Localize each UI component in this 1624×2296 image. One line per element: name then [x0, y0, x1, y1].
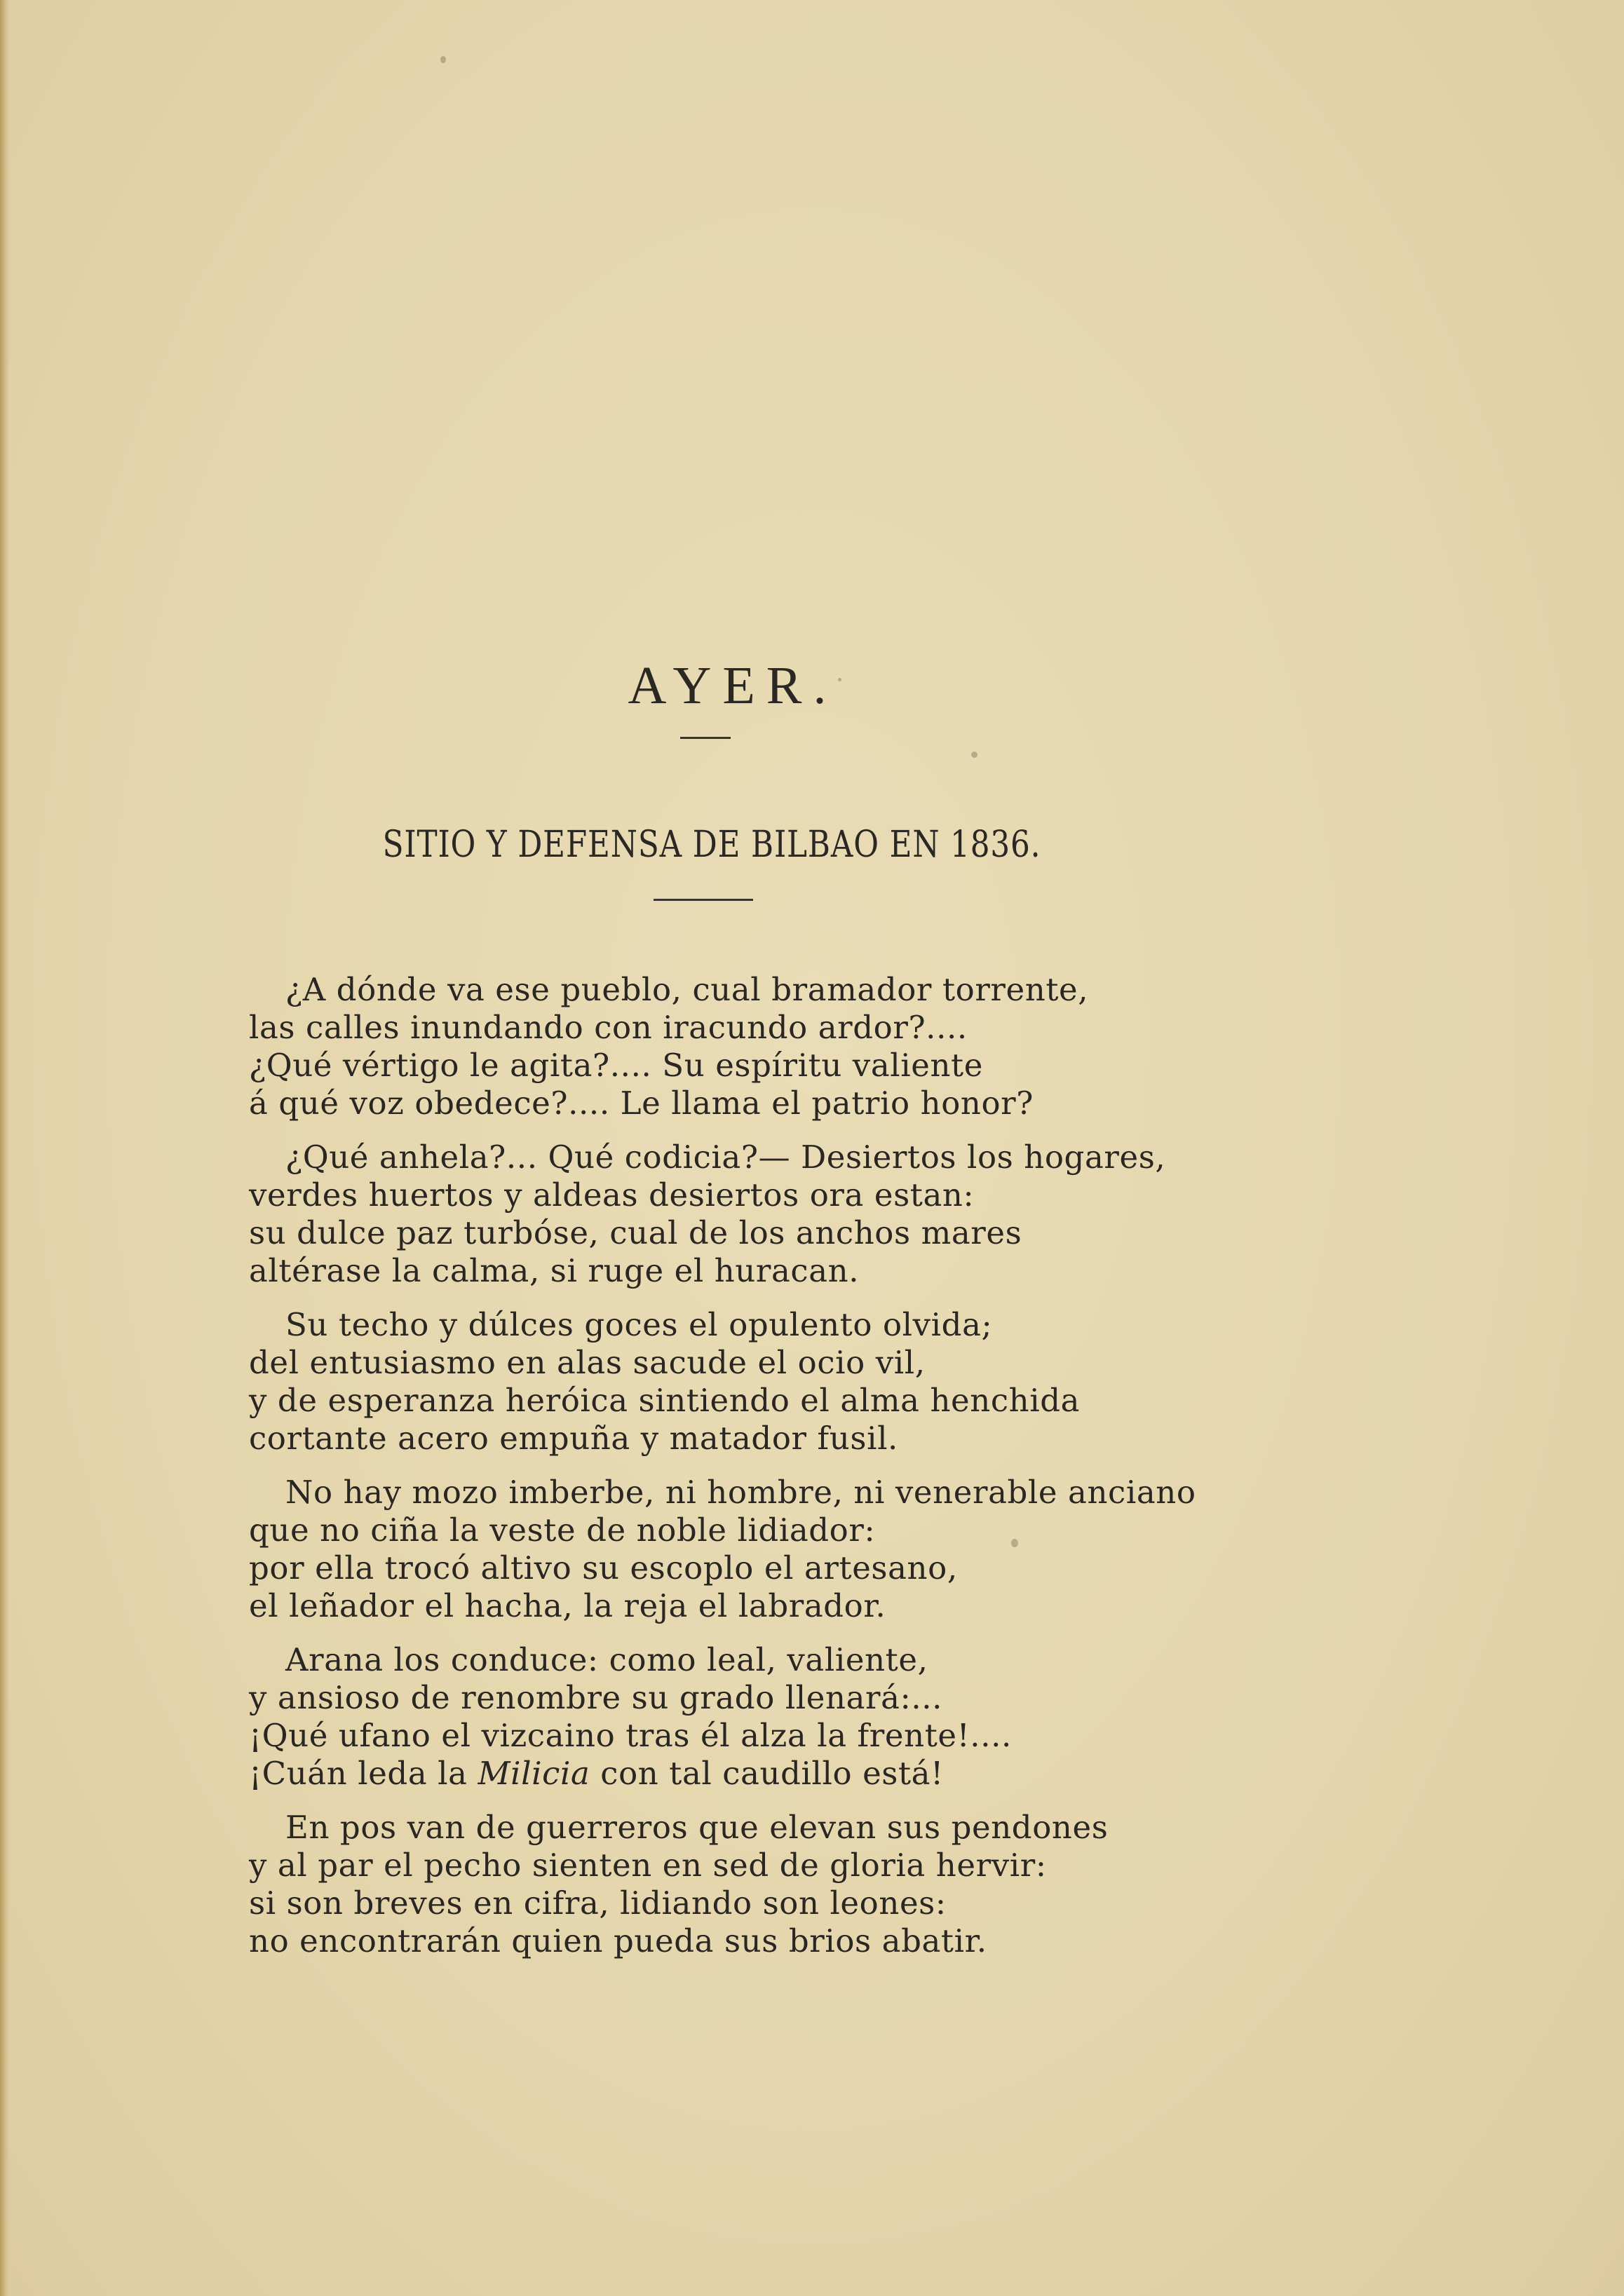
verse-line: su dulce paz turbóse, cual de los anchos mares	[249, 1214, 1022, 1251]
poem-body	[249, 971, 1196, 1976]
verse-line: á qué voz obedece?.... Le llama el patrio honor?	[249, 1085, 1034, 1122]
verse-line: ¡Qué ufano el vizcaino tras él alza la frente!....	[249, 1717, 1012, 1754]
verse-line: altérase la calma, si ruge el huracan.	[249, 1252, 860, 1289]
verse-line: verdes huertos y aldeas desiertos ora estan:	[249, 1176, 975, 1214]
verse-line: ¿Qué vértigo le agita?.... Su espíritu valiente	[249, 1047, 983, 1084]
verse-line: y ansioso de renombre su grado llenará:...	[249, 1679, 943, 1716]
verse-line: si son breves en cifra, lidiando son leones:	[249, 1884, 947, 1922]
paper-speck	[971, 752, 977, 758]
stanza	[249, 1809, 1189, 1960]
verse-line: el leñador el hacha, la reja el labrador.	[249, 1587, 886, 1624]
stanza	[249, 1474, 1196, 1625]
verse-line: En pos van de guerreros que elevan sus pendones	[285, 1809, 1109, 1846]
verse-line: las calles inundando con iracundo ardor?....	[249, 1009, 968, 1046]
verse-line-start: ¡Cuán leda la	[249, 1755, 478, 1792]
verse-line: y de esperanza heróica sintiendo el alma henchida	[249, 1382, 1081, 1419]
title-divider	[680, 737, 731, 739]
italic-word: Milicia	[478, 1755, 590, 1792]
verse-line: Arana los conduce: como leal, valiente,	[285, 1641, 928, 1678]
verse-line: que no ciña la veste de noble lidiador:	[249, 1512, 876, 1549]
stanza	[249, 1139, 1189, 1290]
verse-line: no encontrarán quien pueda sus brios abatir.	[249, 1922, 987, 1959]
verse-line: del entusiasmo en alas sacude el ocio vil,	[249, 1344, 926, 1381]
subtitle-divider	[654, 899, 753, 901]
verse-line	[249, 1755, 1189, 1793]
stanza	[249, 971, 1189, 1122]
verse-line: No hay mozo imberbe, ni hombre, ni venerable anciano	[285, 1474, 1196, 1511]
stanza	[249, 1306, 1189, 1458]
paper-speck	[838, 678, 841, 681]
poem-subtitle: SITIO Y DEFENSA DE BILBAO EN 1836.	[382, 824, 1041, 866]
page-edge	[0, 0, 10, 2296]
verse-line: por ella trocó altivo su escoplo el artesano,	[249, 1549, 958, 1587]
paper-speck	[440, 56, 446, 63]
paper-speck	[1011, 1539, 1018, 1547]
verse-line: ¿A dónde va ese pueblo, cual bramador torrente,	[285, 971, 1089, 1008]
stanza	[249, 1641, 1189, 1793]
verse-line: y al par el pecho sienten en sed de gloria hervir:	[249, 1847, 1047, 1884]
poem-title: AYER.	[628, 656, 838, 715]
verse-line: ¿Qué anhela?... Qué codicia?— Desiertos los hogares,	[285, 1139, 1166, 1176]
verse-line-end: con tal caudillo está!	[590, 1755, 944, 1792]
verse-line: Su techo y dúlces goces el opulento olvida;	[285, 1306, 993, 1343]
verse-line: cortante acero empuña y matador fusil.	[249, 1420, 898, 1457]
